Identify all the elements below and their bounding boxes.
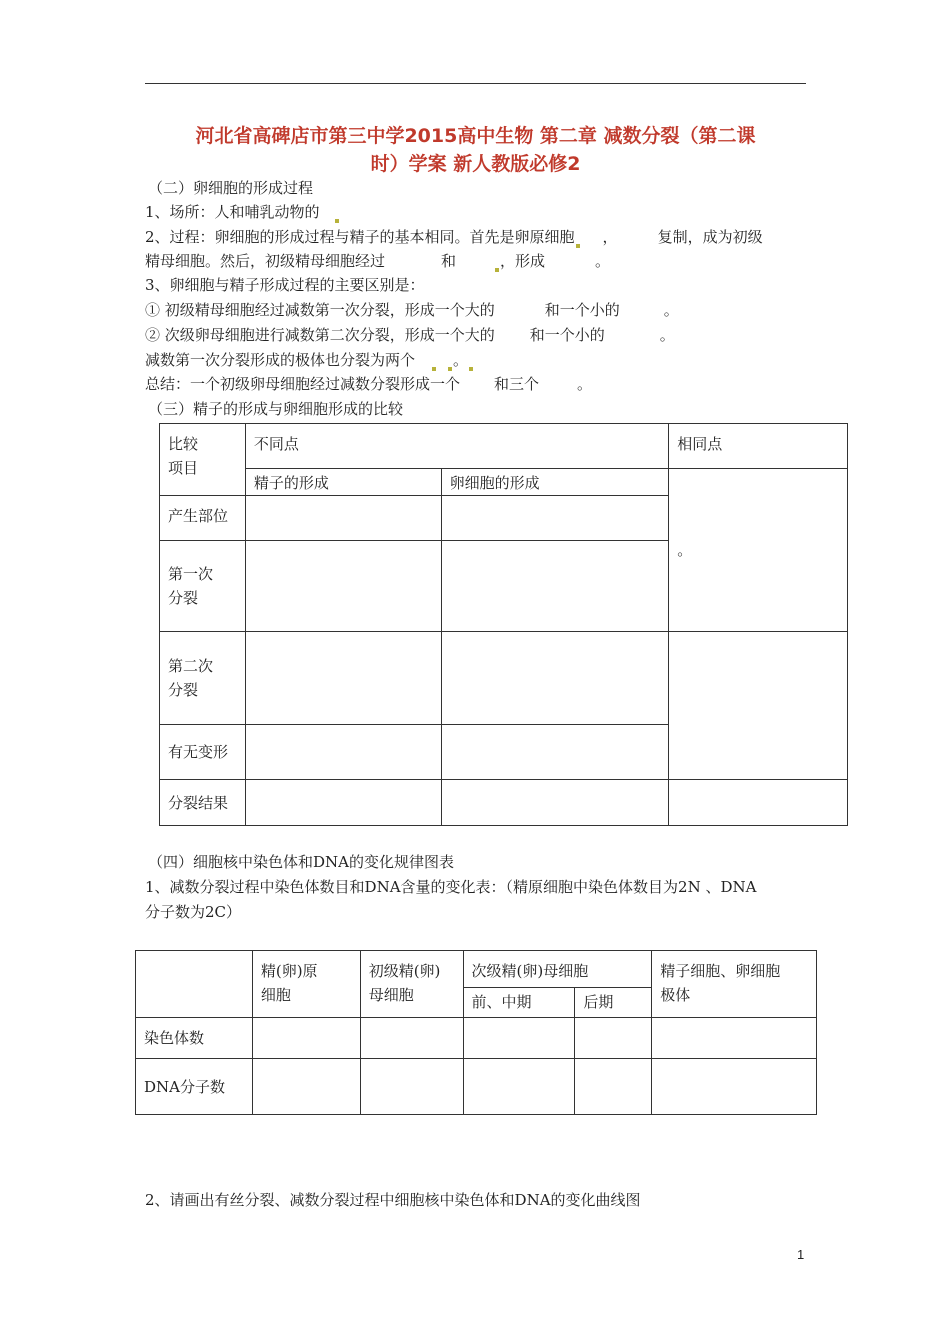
header-secondary: 次级精(卵)母细胞 [463,951,652,988]
row-label-first-division [160,541,246,632]
section2-item2-line2 [145,250,610,272]
section4-item1-line2: 分子数为2C） [145,903,242,921]
header-primary [360,951,463,1018]
comparison-table [159,423,848,826]
section2-diff1 [145,299,679,321]
blank-marker [576,244,580,248]
cell-blank [360,1059,463,1115]
header-anaphase: 后期 [575,988,652,1018]
item2-text-c: 复制，成为初级 [657,228,763,246]
header-egg: 卵细胞的形成 [441,469,669,496]
blank-marker [432,367,436,371]
document-title-line1: 河北省高碑店市第三中学2015高中生物 第二章 减数分裂（第二课 [195,125,756,147]
item2-text-d: 精母细胞。然后，初级精母细胞经过 [145,252,386,270]
cell-blank [441,780,669,826]
diff1-text-a: ① 初级精母细胞经过减数第一次分裂，形成一个大的 [145,301,495,319]
cell-blank [245,541,441,632]
item2-text-b: ， [602,228,618,246]
cell-blank [245,496,441,541]
header-same: 相同点 [669,424,848,469]
section2-item3: 3、卵细胞与精子形成过程的主要区别是： [145,276,425,294]
row-label-result: 分裂结果 [160,780,246,826]
header-compare-item [160,424,246,496]
diff2-text-b: 和一个小的 [529,326,605,344]
page-number: 1 [797,1247,805,1262]
same-cell [669,469,848,632]
cell-blank [463,1059,575,1115]
cell-blank [463,1018,575,1059]
cell-blank [575,1018,652,1059]
cell-blank [245,632,441,725]
summary-text-a: 总结：一个初级卵母细胞经过减数分裂形成一个 [145,375,461,393]
cell-blank [441,725,669,780]
cell-blank [441,541,669,632]
same-mark: 。 [677,541,693,559]
section4-item1-line1: 1、减数分裂过程中染色体数目和DNA含量的变化表：（精原细胞中染色体数目为2N 、DNA [145,878,757,896]
header-gametes [652,951,817,1018]
header-different: 不同点 [245,424,668,469]
header-sperm: 精子的形成 [245,469,441,496]
cell-blank [669,780,848,826]
cell-blank [360,1018,463,1059]
cell-blank [669,632,848,780]
header-line2: 细胞 [260,986,291,1004]
row-label-line2: 分裂 [168,681,199,699]
row-label-line1: 第一次 [168,565,214,583]
row-label-line2: 分裂 [168,589,199,607]
row-label-dna: DNA分子数 [136,1059,253,1115]
section4-heading: （四）细胞核中染色体和DNA的变化规律图表 [148,853,454,871]
row-label-line1: 第二次 [168,657,214,675]
cell-blank [252,1018,360,1059]
item-label: 项目 [168,459,199,477]
cell-blank [575,1059,652,1115]
section3-heading: （三）精子的形成与卵细胞形成的比较 [148,400,404,418]
cell-blank [652,1018,817,1059]
cell-blank [652,1059,817,1115]
section4-item2: 2、请画出有丝分裂、减数分裂过程中细胞核中染色体和DNA的变化曲线图 [145,1191,641,1209]
header-line2: 母细胞 [368,986,414,1004]
section2-summary [145,373,592,395]
cell-blank [245,725,441,780]
cell-blank [252,1059,360,1115]
diff1-text-b: 和一个小的 [544,301,620,319]
cell-blank [441,632,669,725]
corner-cell [136,951,253,1018]
blank-marker [495,268,499,272]
blank-marker [335,219,339,223]
section2-item1 [145,201,340,223]
section2-polar [145,349,474,371]
header-spermatogonium [252,951,360,1018]
row-label-location: 产生部位 [160,496,246,541]
item2-text-a: 2、过程：卵细胞的形成过程与精子的基本相同。首先是卵原细胞 [145,228,575,246]
diff1-text-c: 。 [663,301,679,319]
header-rule [145,83,806,84]
document-title-line2: 时）学案 新人教版必修2 [370,153,581,175]
header-line1: 初级精(卵) [368,962,441,980]
polar-text: 减数第一次分裂形成的极体也分裂为两个 [145,351,416,369]
item1-text: 1、场所：人和哺乳动物的 [145,203,320,221]
polar-end: 。 [453,351,469,369]
row-label-second-division [160,632,246,725]
summary-text-c: 。 [577,375,593,393]
section2-diff2 [145,324,675,346]
item2-text-e: 和 [441,252,457,270]
row-label-chromosome: 染色体数 [136,1018,253,1059]
summary-text-b: 和三个 [494,375,540,393]
item2-text-f: ，形成 [500,252,546,270]
row-label-deformation: 有无变形 [160,725,246,780]
header-pro-metaphase: 前、中期 [463,988,575,1018]
diff2-text-a: ② 次级卵母细胞进行减数第二次分裂，形成一个大的 [145,326,495,344]
item2-text-g: 。 [595,252,611,270]
cell-blank [441,496,669,541]
blank-marker [448,367,452,371]
diff2-text-c: 。 [659,326,675,344]
header-line1: 精(卵)原 [260,962,318,980]
chromosome-dna-table [135,950,817,1115]
cell-blank [245,780,441,826]
header-line1: 精子细胞、卵细胞 [660,962,781,980]
compare-label: 比较 [168,435,199,453]
section2-item2-line1 [145,226,763,248]
header-line2: 极体 [660,986,691,1004]
blank-marker [469,367,473,371]
section2-heading: （二）卵细胞的形成过程 [148,179,314,197]
